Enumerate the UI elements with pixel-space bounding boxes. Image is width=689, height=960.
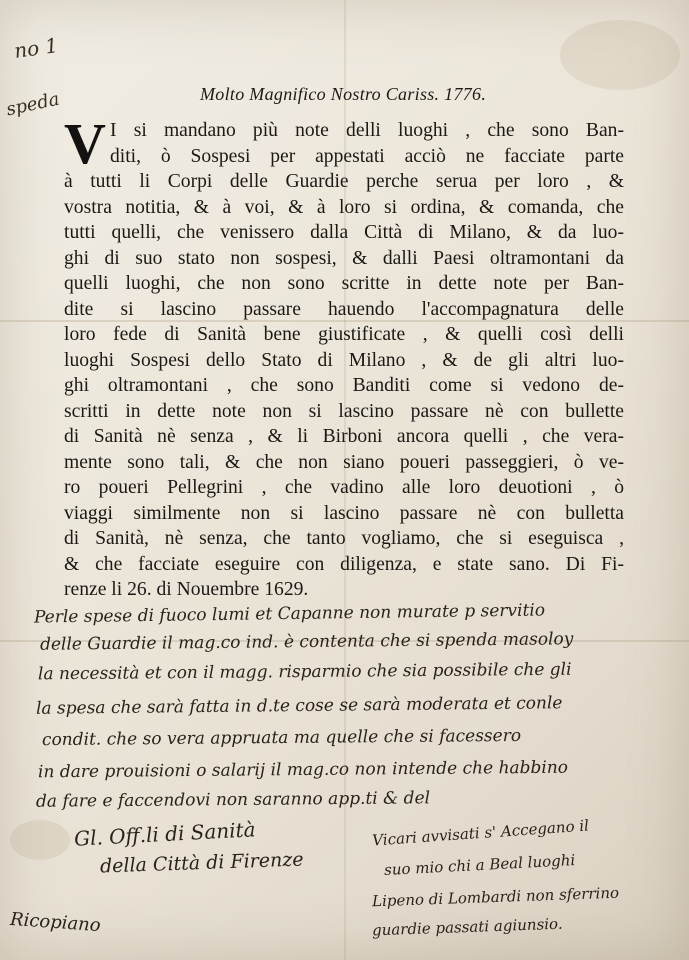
paper-stain xyxy=(10,820,70,860)
body-line: à tutti li Corpi delle Guardie perche serua per loro , & xyxy=(64,171,624,192)
body-line: renze li 26. di Nouembre 1629. xyxy=(64,579,309,600)
body-line: viaggi similmente non si lascino passare nè con bulletta xyxy=(64,502,624,524)
body-line: ghi di suo stato non sospesi, & dalli Paesi oltramontani da xyxy=(64,247,624,269)
printed-body xyxy=(64,111,624,603)
manuscript-line: condit. che so vera appruata ma quelle che si facessero xyxy=(41,725,522,751)
body-line: I si mandano più note delli luoghi , che sono Ban- xyxy=(110,120,624,141)
body-line: quelli luoghi, che non sono scritte in dette note per Ban- xyxy=(64,273,624,294)
body-line: scritti in dette note non si lascino passare nè con bullette xyxy=(64,400,624,422)
side-note-line: suo mio chi a Beal luoghi xyxy=(383,851,576,879)
manuscript-line: la spesa che sarà fatta in d.te cose se sarà moderata et conle xyxy=(35,693,563,719)
body-line: tutti quelli, che venissero dalla Città di Milano, & da luo- xyxy=(64,222,624,243)
body-line: ghi oltramontani , che sono Banditi come si vedono de- xyxy=(64,375,624,396)
manuscript-line: Perle spese di fuoco lumi et Capanne non murate p servitio xyxy=(33,600,546,628)
body-line: ro poueri Pellegrini , che vadino alle loro deuotioni , ò xyxy=(64,477,624,498)
manuscript-line: la necessità et con il magg. risparmio che sia possibile che gli xyxy=(37,659,572,685)
manuscript-line: da fare e faccendovi non saranno app.ti & del xyxy=(35,788,431,812)
side-note-line: guardie passati agiunsio. xyxy=(371,914,563,940)
body-line: & che facciate eseguire con diligenza, e state sano. Di Fi- xyxy=(64,553,624,575)
paper-stain xyxy=(560,20,680,90)
margin-note-number: no 1 xyxy=(12,33,60,63)
body-line: diti, ò Sospesi per appestati acciò ne facciate parte xyxy=(110,145,624,167)
manuscript-line: delle Guardie il mag.co ind. è contenta che si spenda masoloy xyxy=(39,629,574,655)
bottom-note: Ricopiano xyxy=(9,908,102,937)
signature-city: della Città di Firenze xyxy=(99,848,304,878)
side-note-line: Lipeno di Lombardi non sferrino xyxy=(371,883,620,911)
body-line: luoghi Sospesi dello Stato di Milano , & de gli altri luo- xyxy=(64,349,624,371)
manuscript-line: in dare prouisioni o salarij il mag.co non intende che habbino xyxy=(37,757,569,783)
side-note-line: Vicari avvisati s' Accegano il xyxy=(371,816,590,850)
body-line: di Sanità nè senza , & li Birboni ancora quelli , che vera- xyxy=(64,426,624,447)
body-line: loro fede di Sanità bene giustificate , & quelli così delli xyxy=(64,324,624,345)
page-header: Molto Magnifico Nostro Cariss. 1776. xyxy=(200,84,487,104)
body-line: mente sono tali, & che non siano poueri passeggieri, ò ve- xyxy=(64,451,624,473)
body-line: dite si lascino passare hauendo l'accompagnatura delle xyxy=(64,298,624,320)
body-line: vostra notitia, & à voi, & à loro si ordina, & comanda, che xyxy=(64,196,624,218)
margin-note-spedita: speda xyxy=(4,88,62,121)
drop-cap: V xyxy=(64,111,106,176)
body-line: di Sanità, nè senza, che tanto vogliamo, che si eseguisca , xyxy=(64,528,624,549)
signature-officials: Gl. Off.li di Sanità xyxy=(73,817,257,851)
